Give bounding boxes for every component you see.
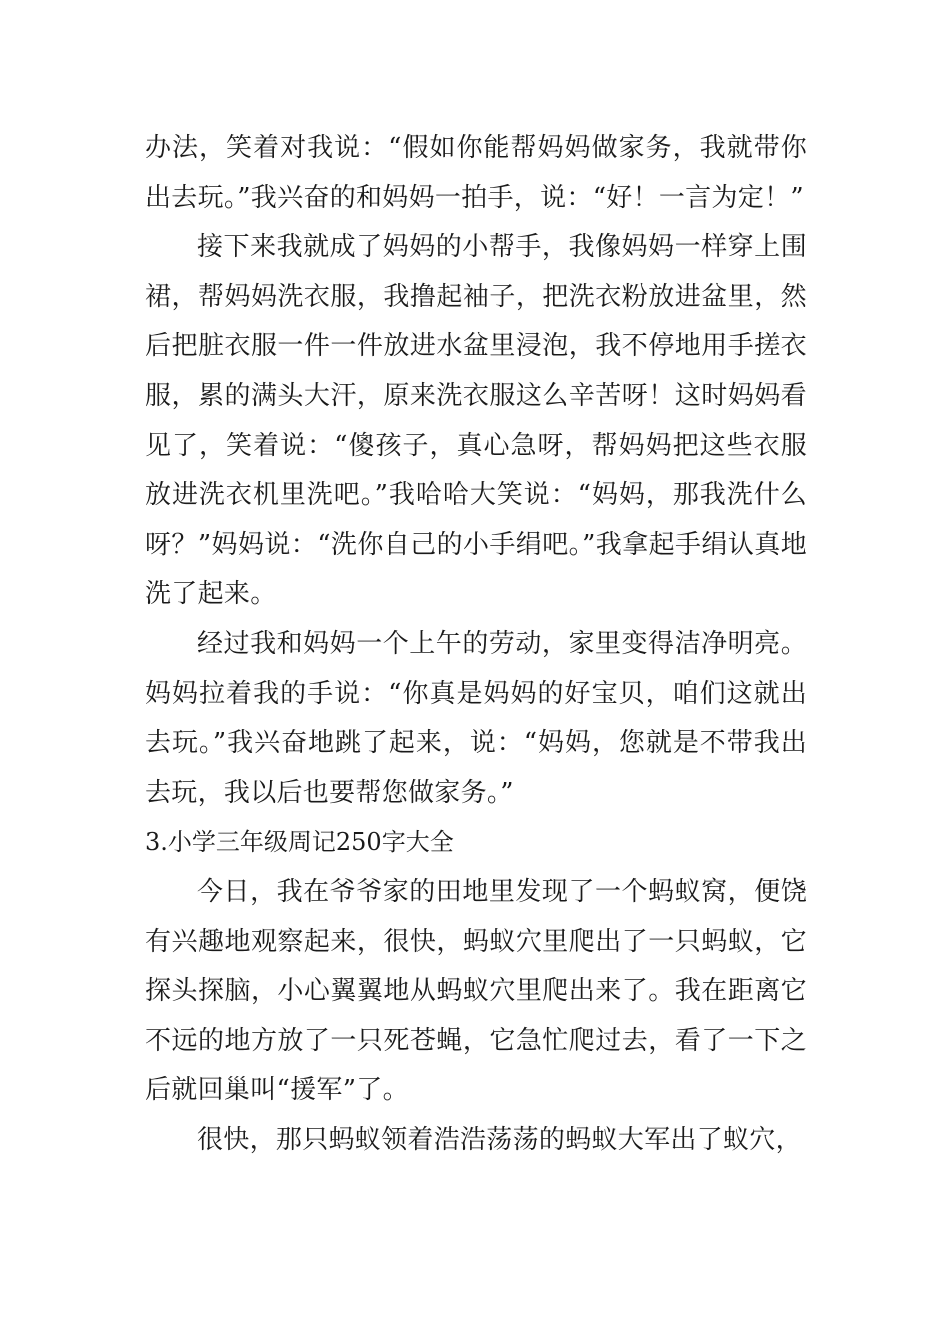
paragraph-ant-army: 很快，那只蚂蚁领着浩浩荡荡的蚂蚁大军出了蚁穴， [197, 1124, 802, 1155]
document-page [145, 124, 807, 1165]
section-heading: 3.小学三年级周记250字大全 [145, 828, 454, 857]
paragraph-ant-nest: 今日，我在爷爷家的田地里发现了一个蚂蚁窝，便饶有兴趣地观察起来，很快，蚂蚁穴里爬出了一只蚂蚁，它探头探脑，小心翼翼地从蚂蚁穴里爬出来了。我在距离它不远的地方放了一只死苍蝇，它急忙爬过去，看了一下之后就回巢叫“援军”了。 [145, 876, 807, 1106]
paragraph-cleanup: 经过我和妈妈一个上午的劳动，家里变得洁净明亮。妈妈拉着我的手说：“你真是妈妈的好宝贝，咱们这就出去玩。”我兴奋地跳了起来，说：“妈妈，您就是不带我出去玩，我以后也要帮您做家务。” [145, 628, 807, 808]
paragraph-laundry: 接下来我就成了妈妈的小帮手，我像妈妈一样穿上围裙，帮妈妈洗衣服，我撸起袖子，把洗衣粉放进盆里，然后把脏衣服一件一件放进水盆里浸泡，我不停地用手搓衣服，累的满头大汗，原来洗衣服这么辛苦呀！这时妈妈看见了，笑着说：“傻孩子，真心急呀，帮妈妈把这些衣服放进洗衣机里洗吧。”我哈哈大笑说：“妈妈，那我洗什么呀？”妈妈说：“洗你自己的小手绢吧。”我拿起手绢认真地洗了起来。 [145, 232, 807, 610]
paragraph-continuation: 办法，笑着对我说：“假如你能帮妈妈做家务，我就带你出去玩。”我兴奋的和妈妈一拍手，说：“好！一言为定！” [145, 133, 807, 213]
